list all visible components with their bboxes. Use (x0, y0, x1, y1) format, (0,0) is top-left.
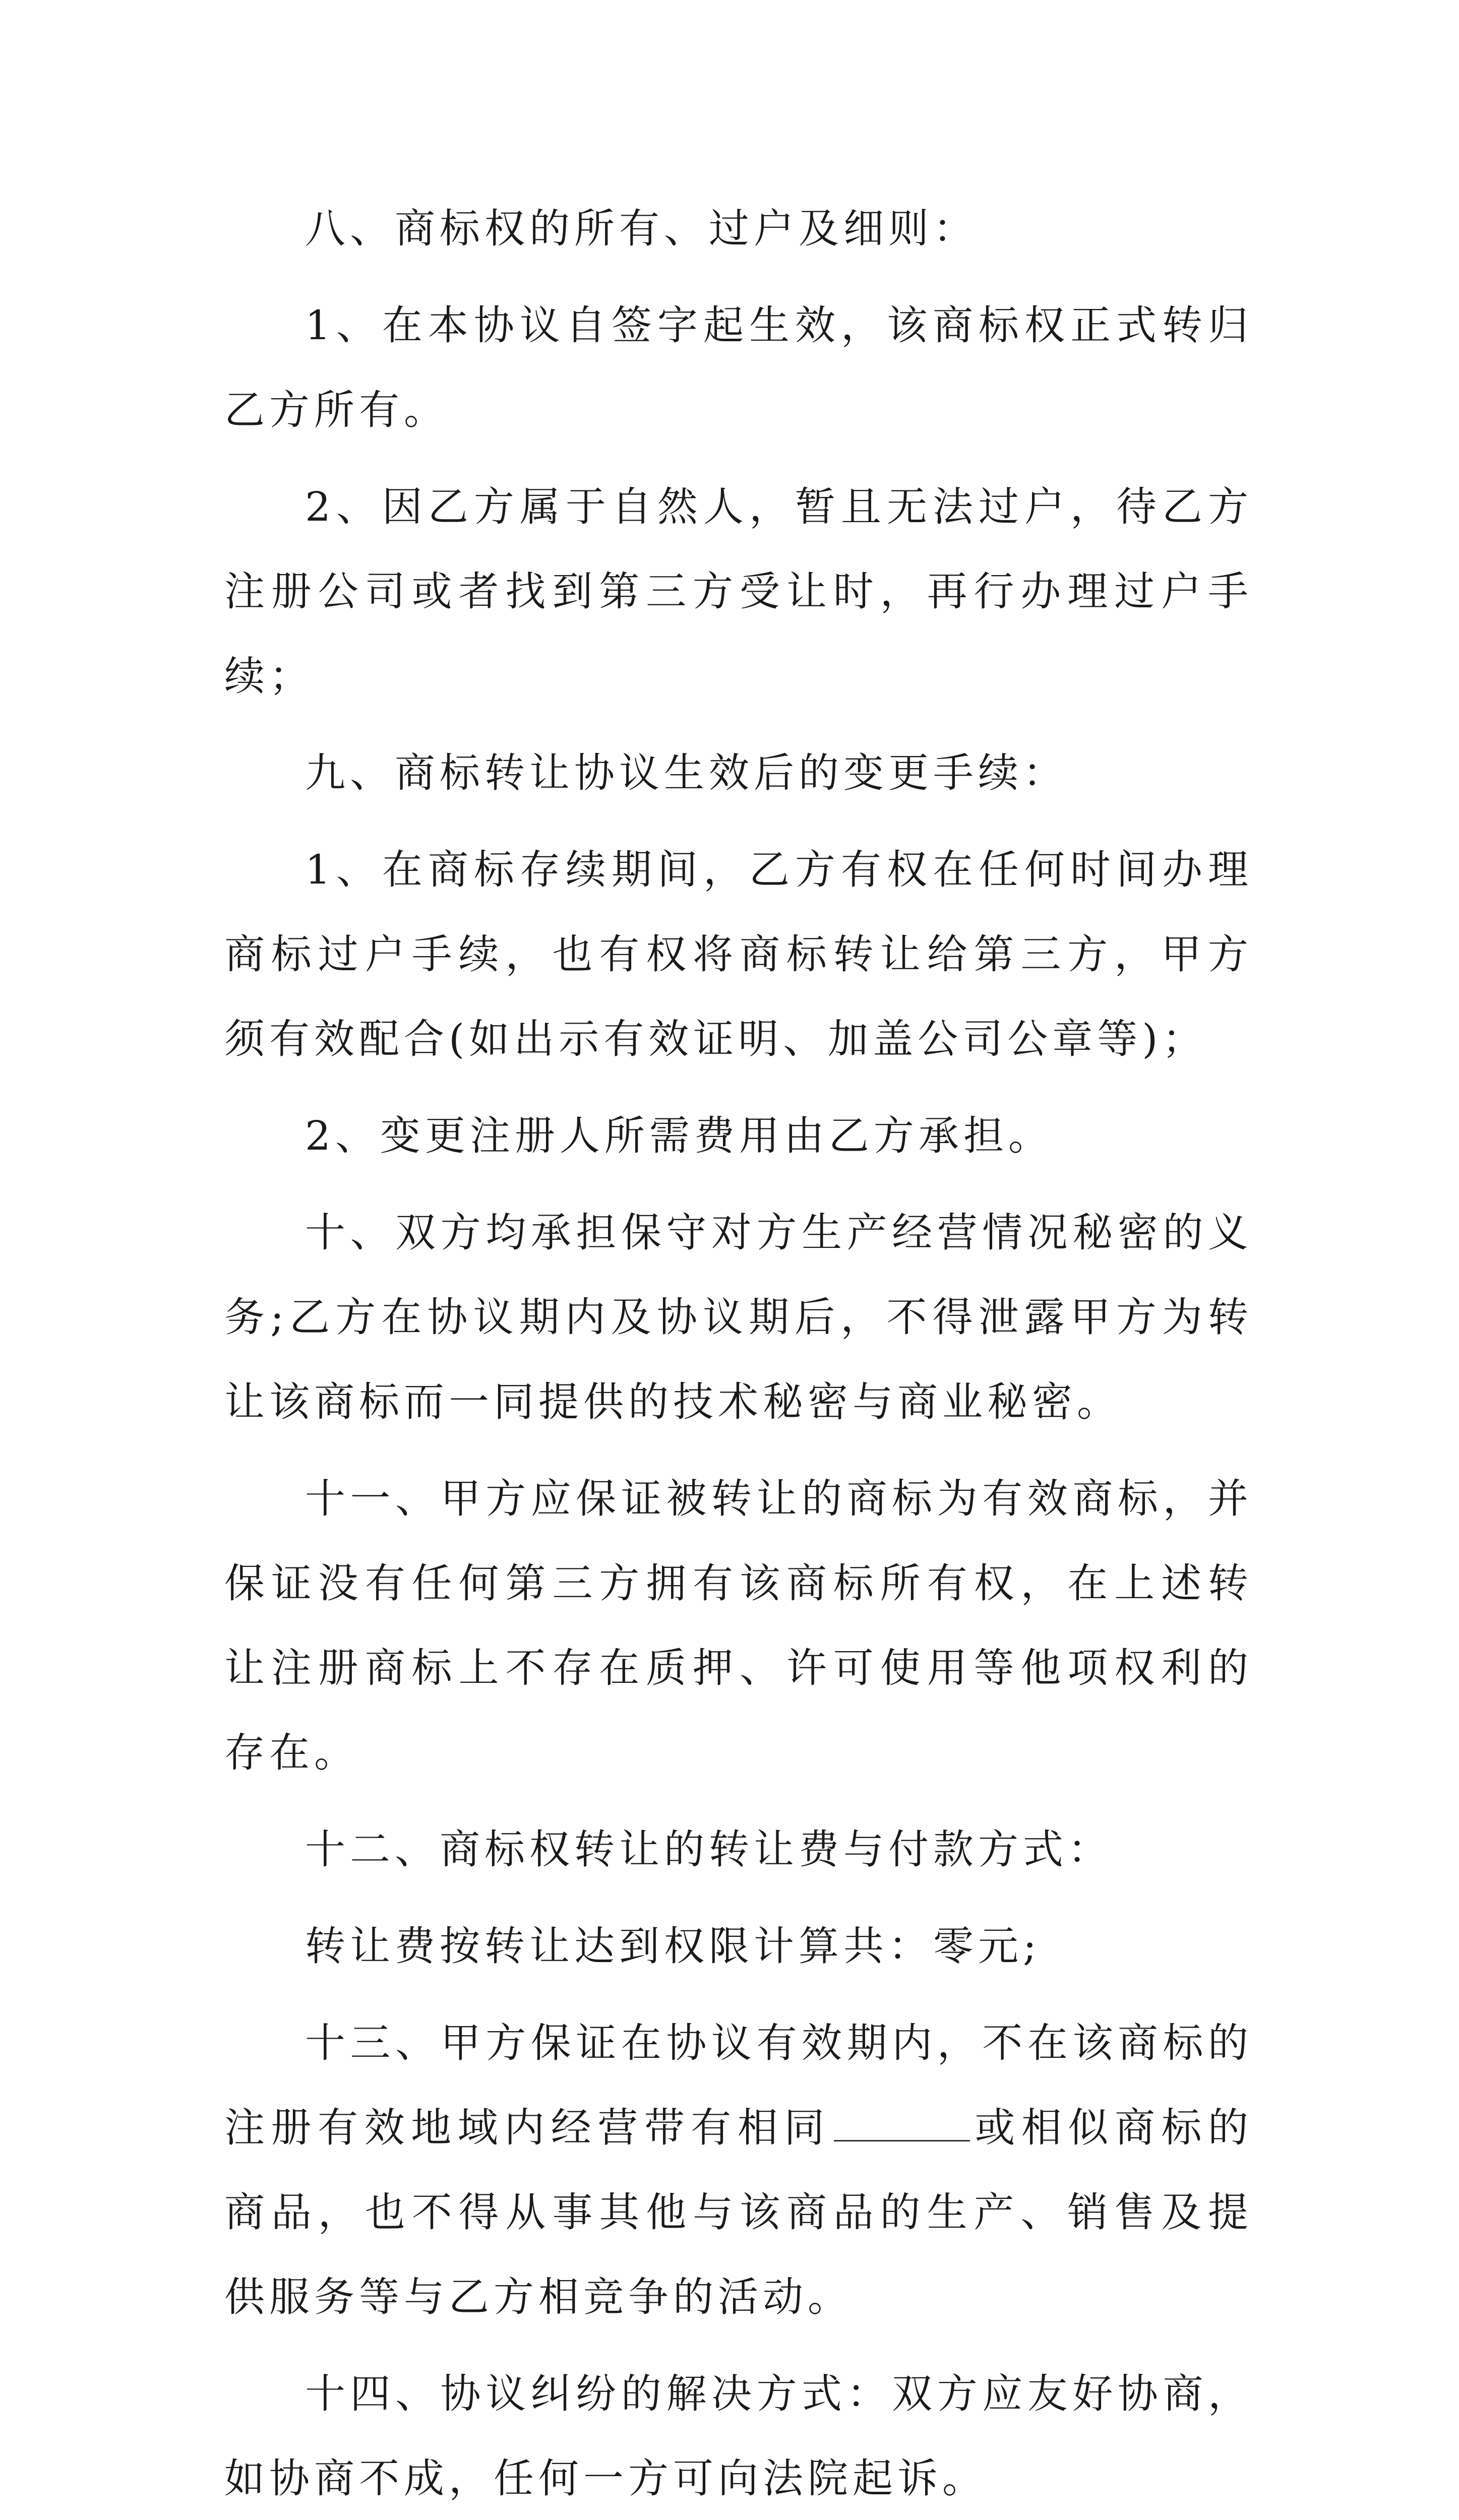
fill-in-blank (834, 2105, 970, 2141)
section-13-text-after-blank: 或相似商标的商品，也不得从事其他与该商品的生产、销售及提供服务等与乙方相竞争的活动。 (224, 2104, 1253, 2320)
section-9-item-2: 2、变更注册人所需费用由乙方承担。 (305, 1112, 1053, 1159)
section-8-item-2: 2、因乙方属于自然人，暂且无法过户，待乙方注册公司或者找到第三方受让时，再行办理过户手续； (224, 483, 1253, 700)
section-9-heading: 九、商标转让协议生效后的变更手续： (305, 749, 1068, 796)
section-13-paragraph (224, 2001, 1253, 2340)
section-8-heading: 八、商标权的所有、过户及细则： (305, 205, 978, 252)
section-9-item-1: 1、在商标存续期间，乙方有权在任何时间办理商标过户手续，也有权将商标转让给第三方，甲方须有效配合(如出示有效证明、加盖公司公章等)； (224, 846, 1253, 1062)
section-14-paragraph: 十四、协议纠纷的解决方式：双方应友好协商，如协商不成，任何一方可向法院起诉。 (224, 2370, 1253, 2502)
section-13-text-before-blank: 十三、甲方保证在协议有效期内，不在该商标的注册有效地域内经营带有相同 (224, 2020, 1253, 2151)
section-11-paragraph: 十一、甲方应保证被转让的商标为有效商标，并保证没有任何第三方拥有该商标所有权，在上述转让注册商标上不存在质押、许可使用等他项权利的存在。 (224, 1475, 1253, 1776)
section-8-item-1: 1、在本协议自签字起生效，该商标权正式转归乙方所有。 (224, 302, 1253, 433)
section-12-fee: 转让费按转让达到权限计算共：零元; (305, 1923, 1041, 1970)
section-12-heading: 十二、商标权转让的转让费与付款方式： (305, 1826, 1113, 1873)
document-body (224, 186, 1253, 2520)
section-10-paragraph: 十、双方均承担保守对方生产经营情况秘密的义务;乙方在协议期内及协议期后，不得泄露甲方为转让该商标而一同提供的技术秘密与商业秘密。 (224, 1209, 1253, 1425)
